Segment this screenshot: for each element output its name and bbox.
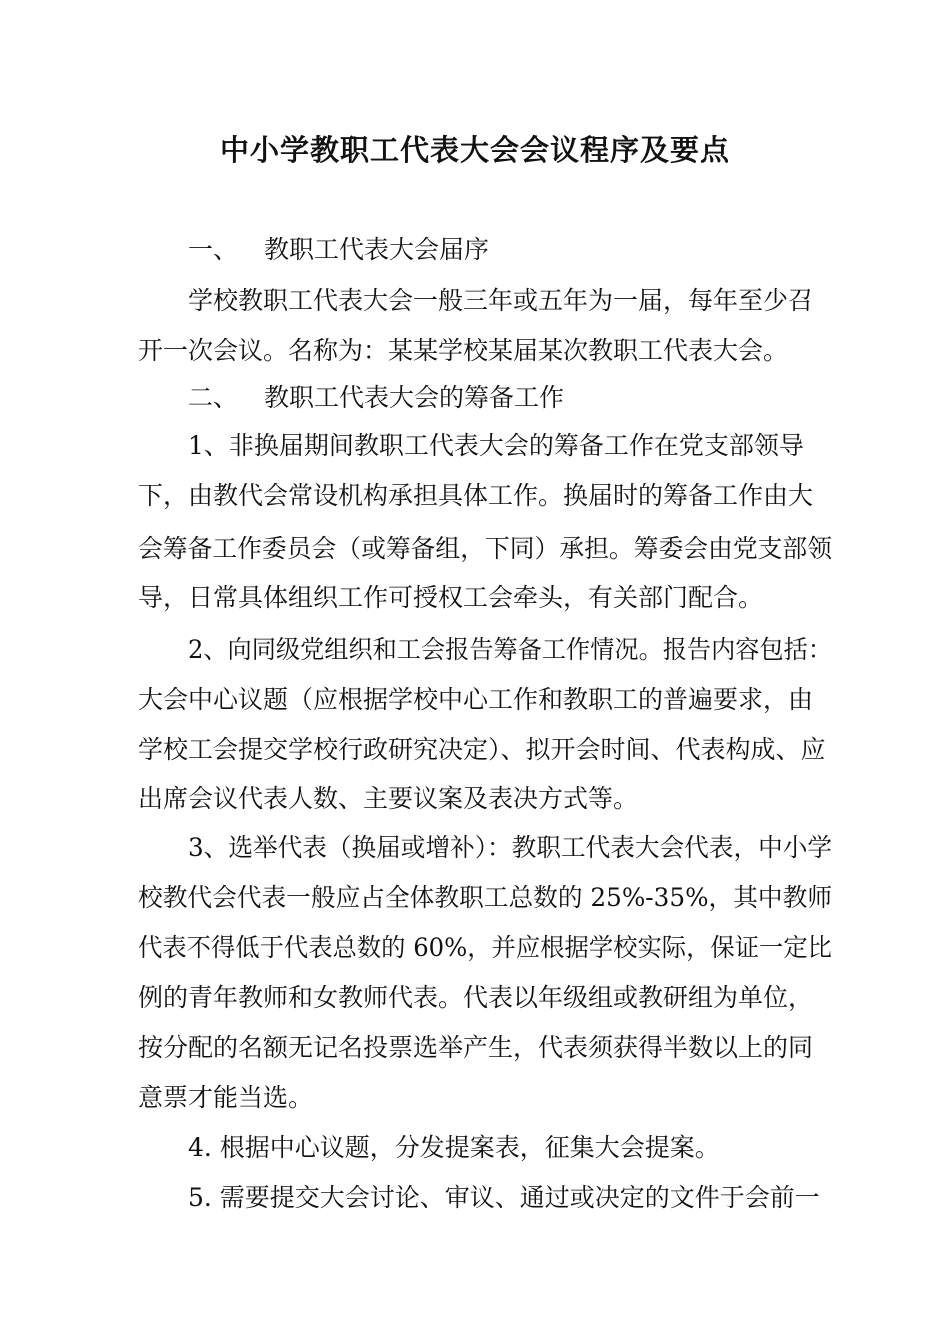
- item2-line-3: 学校工会提交学校行政研究决定）、拟开会时间、代表构成、应: [138, 735, 826, 764]
- section-title-1: 教职工代表大会届序: [264, 235, 490, 264]
- item4-line-1: 4. 根据中心议题，分发提案表，征集大会提案。: [188, 1133, 720, 1162]
- item3-line-5: 按分配的名额无记名投票选举产生，代表须获得半数以上的同: [138, 1033, 814, 1062]
- para1-line-2: 开一次会议。名称为：某某学校某届某次教职工代表大会。: [138, 336, 789, 365]
- item1-line-4: 导，日常具体组织工作可授权工会牵头，有关部门配合。: [138, 583, 764, 612]
- section-heading-2: [188, 380, 564, 416]
- item3-line-2: 校教代会代表一般应占全体教职工总数的 25%-35%，其中教师: [138, 883, 833, 912]
- item2-line-4: 出席会议代表人数、主要议案及表决方式等。: [138, 784, 639, 813]
- para1-line-1: 学校教职工代表大会一般三年或五年为一届，每年至少召: [188, 286, 814, 315]
- section-number-1: 一、: [188, 235, 239, 264]
- item1-line-3: 会筹备工作委员会（或筹备组，下同）承担。筹委会由党支部领: [138, 534, 832, 563]
- item5-line-1: 5. 需要提交大会讨论、审议、通过或决定的文件于会前一: [188, 1183, 820, 1212]
- document-title: 中小学教职工代表大会会议程序及要点: [219, 133, 730, 167]
- item2-line-1: 2、向同级党组织和工会报告筹备工作情况。报告内容包括：: [188, 635, 833, 664]
- section-number-2: 二、: [188, 383, 239, 412]
- section-heading-1: [188, 232, 489, 268]
- item2-line-2: 大会中心议题（应根据学校中心工作和教职工的普遍要求，由: [138, 685, 814, 714]
- item3-line-4: 例的青年教师和女教师代表。代表以年级组或教研组为单位，: [138, 983, 814, 1012]
- item3-line-6: 意票才能当选。: [138, 1083, 314, 1112]
- item1-line-2: 下，由教代会常设机构承担具体工作。换届时的筹备工作由大: [138, 481, 814, 510]
- item3-line-3: 代表不得低于代表总数的 60%，并应根据学校实际，保证一定比: [138, 933, 832, 962]
- item1-line-1: 1、非换届期间教职工代表大会的筹备工作在党支部领导: [188, 431, 804, 460]
- item3-line-1: 3、选举代表（换届或增补）：教职工代表大会代表，中小学: [188, 833, 833, 862]
- section-title-2: 教职工代表大会的筹备工作: [264, 383, 565, 412]
